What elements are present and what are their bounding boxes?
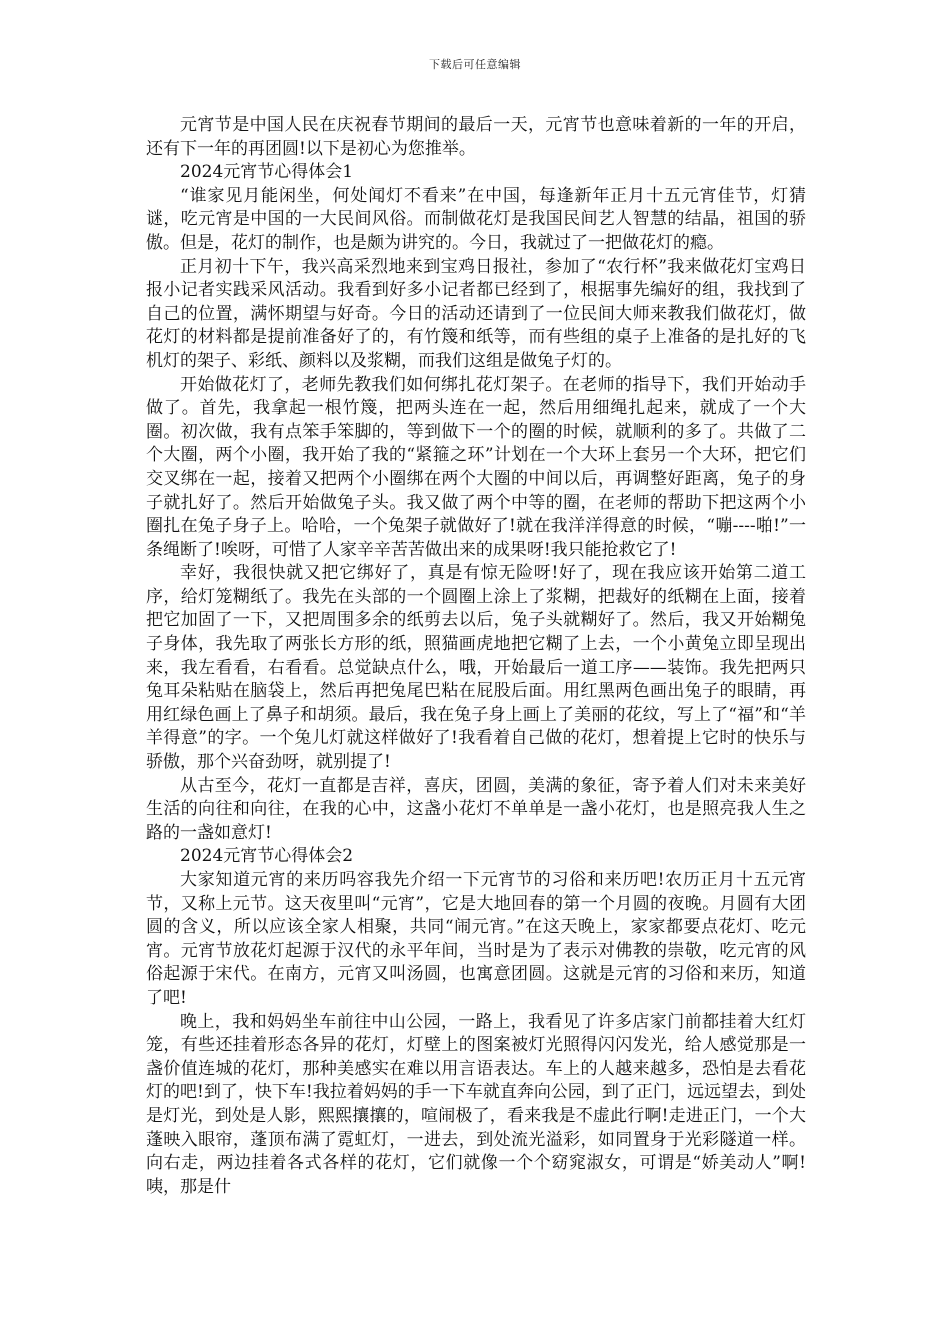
intro-paragraph: 元宵节是中国人民在庆祝春节期间的最后一天，元宵节也意味着新的一年的开启，还有下一年的再团圆!以下是初心为您推举。 [146,115,806,159]
paragraph: 幸好，我很快就又把它绑好了，真是有惊无险呀!好了，现在我应该开始第二道工序，给灯笼糊纸了。我先在头部的一个圆圈上涂上了浆糊，把裁好的纸糊在上面，接着把它加固了一下，又把周围多余的纸剪去以后，兔子头就糊好了。然后，我又开始糊兔子身体，我先取了两张长方形的纸，照猫画虎地把它糊了上去，一个小黄兔立即呈现出来，我左看看，右看看。总觉缺点什么，哦，开始最后一道工序——装饰。我先把两只兔耳朵粘贴在脑袋上，然后再把兔尾巴粘在屁股后面。用红黑两色画出兔子的眼睛，再用红绿色画上了鼻子和胡须。最后，我在兔子身上画上了美丽的花纹，写上了“福”和“羊羊得意”的字。一个兔儿灯就这样做好了!我看着自己做的花灯，想着提上它时的快乐与骄傲，那个兴奋劲呀，就别提了! [146,563,806,773]
document-body [146,114,806,1199]
section-heading-1: 2024元宵节心得体会1 [180,162,354,183]
paragraph: 正月初十下午，我兴高采烈地来到宝鸡日报社，参加了“农行杯”我来做花灯宝鸡日报小记者实践采风活动。我看到好多小记者都已经到了，根据事先编好的组，我找到了自己的位置，满怀期望与好奇。今日的活动还请到了一位民间大师来教我们做花灯，做花灯的材料都是提前准备好了的，有竹篾和纸等，而有些组的桌子上准备的是扎好的飞机灯的架子、彩纸、颜料以及浆糊，而我们这组是做兔子灯的。 [146,256,806,371]
section-heading-2: 2024元宵节心得体会2 [180,846,354,867]
paragraph: 开始做花灯了，老师先教我们如何绑扎花灯架子。在老师的指导下，我们开始动手做了。首先，我拿起一根竹篾，把两头连在一起，然后用细绳扎起来，就成了一个大圈。初次做，我有点笨手笨脚的，等到做下一个的圈的时候，就顺利的多了。共做了二个大圈，两个小圈，我开始了我的“紧箍之环”计划在一个大环上套另一个大环，把它们交叉绑在一起，接着又把两个小圈绑在两个大圈的中间以后，再调整好距离，兔子的身子就扎好了。然后开始做兔子头。我又做了两个中等的圈，在老师的帮助下把这两个小圈扎在兔子身子上。哈哈，一个兔架子就做好了!就在我洋洋得意的时候，“嘣----啪!”一条绳断了!唉呀，可惜了人家辛辛苦苦做出来的成果呀!我只能抢救它了! [146,374,806,560]
paragraph: “谁家见月能闲坐，何处闻灯不看来”在中国，每逢新年正月十五元宵佳节，灯猜谜，吃元宵是中国的一大民间风俗。而制做花灯是我国民间艺人智慧的结晶，祖国的骄傲。但是，花灯的制作，也是颇为讲究的。今日，我就过了一把做花灯的瘾。 [146,185,806,253]
paragraph: 从古至今，花灯一直都是吉祥，喜庆，团圆，美满的象征，寄予着人们对未来美好生活的向往和向往，在我的心中，这盏小花灯不单单是一盏小花灯，也是照亮我人生之路的一盏如意灯! [146,775,806,843]
paragraph: 晚上，我和妈妈坐车前往中山公园，一路上，我看见了许多店家门前都挂着大红灯笼，有些还挂着形态各异的花灯，灯壁上的图案被灯光照得闪闪发光，给人感觉那是一盏价值连城的花灯，那种美感实在难以用言语表达。车上的人越来越多，恐怕是去看花灯的吧!到了，快下车!我拉着妈妈的手一下车就直奔向公园，到了正门，远远望去，到处是灯光，到处是人影，熙熙攘攘的，喧闹极了，看来我是不虚此行啊!走进正门，一个大蓬映入眼帘，蓬顶布满了霓虹灯，一进去，到处流光溢彩，如同置身于光彩隧道一样。向右走，两边挂着各式各样的花灯，它们就像一个个窈窕淑女，可谓是“娇美动人”啊!咦，那是什 [146,1011,806,1197]
paragraph: 大家知道元宵的来历吗容我先介绍一下元宵节的习俗和来历吧!农历正月十五元宵节，又称上元节。这天夜里叫“元宵”，它是大地回春的第一个月圆的夜晚。月圆有大团圆的含义，所以应该全家人相聚，共同“闹元宵。”在这天晚上，家家都要点花灯、吃元宵。元宵节放花灯起源于汉代的永平年间，当时是为了表示对佛教的崇敬，吃元宵的风俗起源于宋代。在南方，元宵又叫汤圆，也寓意团圆。这就是元宵的习俗和来历，知道了吧! [146,870,806,1008]
header-note: 下载后可任意编辑 [429,58,521,71]
